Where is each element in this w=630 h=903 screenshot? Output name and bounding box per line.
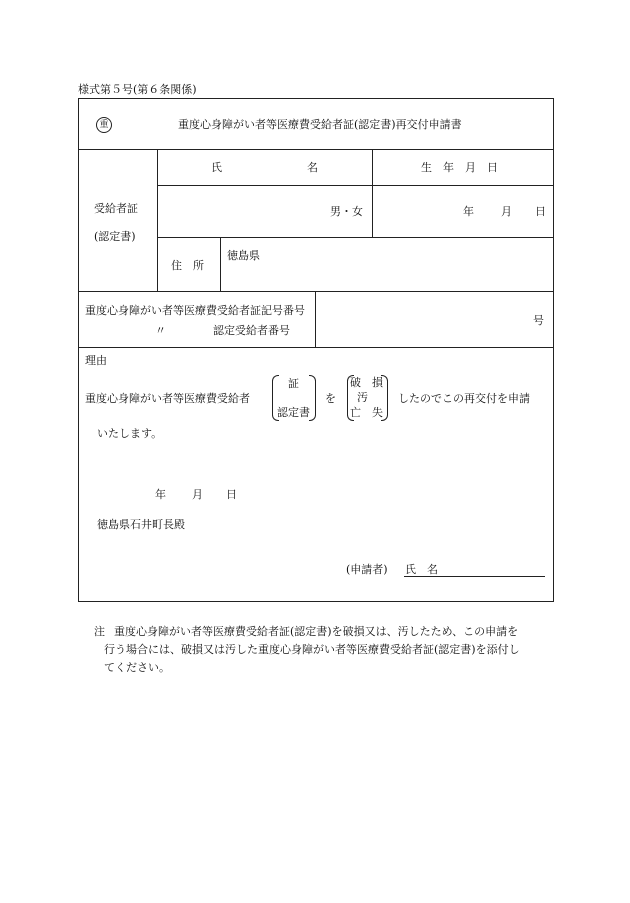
- note-label: 注: [94, 625, 105, 638]
- section-label-recipient: 受給者証: [94, 202, 138, 215]
- title-mark: 重: [96, 117, 112, 133]
- rule-cert-bottom: [78, 347, 553, 348]
- reason-particle: を: [325, 392, 336, 405]
- reason-option-certificate[interactable]: 証: [288, 377, 299, 390]
- note-line-3: てください。: [104, 661, 170, 674]
- birth-header: 生 年 月 日: [421, 161, 498, 174]
- date-year[interactable]: 年: [155, 488, 166, 501]
- applicant-name-label: 氏 名: [405, 563, 438, 576]
- date-day[interactable]: 日: [226, 488, 237, 501]
- note-line-1: 重度心身障がい者等医療費受給者証(認定書)を破損又は、汚したため、この申請を: [114, 625, 519, 638]
- reason-label: 理由: [85, 354, 107, 367]
- rule-address-label-right: [220, 237, 221, 291]
- note-line-2: 行う場合には、破損又は汚した重度心身障がい者等医療費受給者証(認定書)を添付し: [104, 643, 520, 656]
- birth-day[interactable]: 日: [535, 205, 546, 218]
- rule-cert-label-right: [315, 291, 316, 347]
- birth-year[interactable]: 年: [463, 205, 474, 218]
- reason-option-soiled[interactable]: 汚: [357, 391, 368, 404]
- reason-line2: いたします。: [97, 427, 163, 440]
- name-header-1: 氏: [211, 161, 222, 174]
- reason-option-approval[interactable]: 認定書: [277, 406, 310, 419]
- sex-options[interactable]: 男・女: [330, 205, 363, 218]
- rule-name-row-bottom: [157, 237, 553, 238]
- form-number: 様式第５号(第６条関係): [78, 83, 197, 96]
- applicant-name-field[interactable]: [404, 576, 545, 577]
- recipient-number-label: 認定受給者番号: [213, 324, 290, 337]
- birth-month[interactable]: 月: [501, 205, 512, 218]
- reason-prefix: 重度心身障がい者等医療費受給者: [85, 392, 250, 405]
- rule-title-bottom: [78, 149, 553, 150]
- reason-option-lost[interactable]: 亡 失: [350, 406, 383, 419]
- rule-name-header-bottom: [157, 185, 553, 186]
- section-label-certificate: (認定書): [94, 230, 136, 243]
- address-label: 住 所: [171, 259, 204, 272]
- applicant-label: (申請者): [346, 563, 388, 576]
- cert-number-suffix: 号: [533, 314, 544, 327]
- addressee: 徳島県石井町長殿: [97, 518, 185, 531]
- address-prefix[interactable]: 徳島県: [227, 249, 260, 262]
- rule-name-birth-divider: [372, 149, 373, 237]
- reason-option-damaged[interactable]: 破 損: [350, 376, 383, 389]
- name-header-2: 名: [307, 161, 318, 174]
- form-title: 重度心身障がい者等医療費受給者証(認定書)再交付申請書: [178, 118, 462, 131]
- reason-suffix: したのでこの再交付を申請: [398, 392, 530, 405]
- rule-applicant-label-right: [157, 149, 158, 291]
- bracket-a-right: [309, 375, 316, 421]
- ditto-mark: 〃: [155, 324, 166, 337]
- date-month[interactable]: 月: [192, 488, 203, 501]
- cert-number-label: 重度心身障がい者等医療費受給者証記号番号: [85, 304, 305, 317]
